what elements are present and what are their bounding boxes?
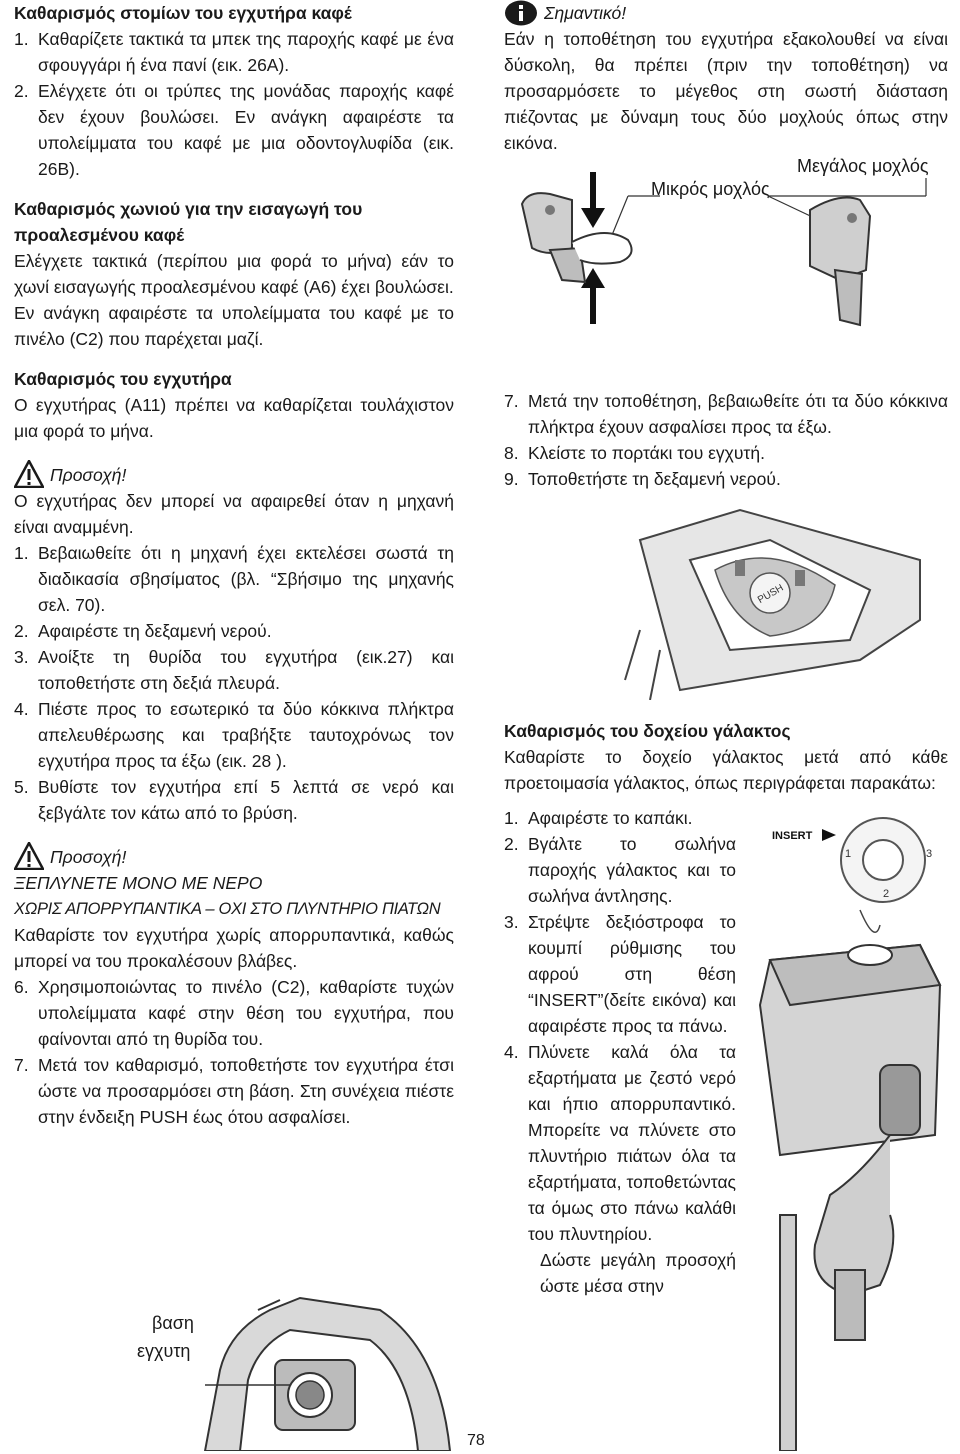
infuser-paragraph: Ο εγχυτήρας (A11) πρέπει να καθαρίζεται τουλάχιστον μια φορά το μήνα. xyxy=(14,395,454,441)
push-illustration xyxy=(620,500,940,700)
list-item: 9. Τοποθετήστε τη δεξαμενή νερού. xyxy=(504,469,781,489)
page-number: 78 xyxy=(467,1432,485,1449)
section-title-funnel-cleaning: Καθαρισμός χωνιού για την εισαγωγή του προαλεσμένου καφέ xyxy=(14,199,363,245)
list-item: 3. Στρέψτε δεξιόστροφα το κουμπί ρύθμισης του αφρού στη θέση “INSERT”(δείτε εικόνα) και αφαιρέστε προς τα πάνω. xyxy=(504,912,736,1036)
milk-steps xyxy=(504,805,736,1247)
warning-title: Προσοχή! xyxy=(50,465,127,485)
list-item: 2. Ελέγχετε ότι οι τρύπες της μονάδας παροχής καφέ δεν έχουν βουλώσει. Εν ανάγκη αφαιρέστε τα υπολείμματα του καφέ με μια οδοντογλυφίδα (εικ. 26B). xyxy=(14,81,454,179)
list-item: 7. Μετά την τοποθέτηση, βεβαιωθείτε ότι τα δύο κόκκινα πλήκτρα έχουν ασφαλίσει προς τα έξω. xyxy=(504,391,948,437)
figure-label-infuser: εγχυτη xyxy=(137,1341,191,1361)
list-item: 1. Βεβαιωθείτε ότι η μηχανή έχει εκτελέσει σωστά τη διαδικασία σβησίματος (βλ. “Σβήσιμο της μηχανής σελ. 70). xyxy=(14,543,454,615)
list-item: 4. Πλύνετε καλά όλα τα εξαρτήματα με ζεστό νερό και ήπιο απορρυπαντικό. Μπορείτε να πλύνετε στο πλυντήριο πιάτων όλα τα εξαρτήματα, τοποθετώντας τα όμως στο πάνω καλάθι του πλυντηρίου. xyxy=(504,1042,736,1244)
list-item: 4. Πιέστε προς το εσωτερικό τα δύο κόκκινα πλήκτρα απελευθέρωσης και τραβήξτε ταυτοχρόνως τον εγχυτήρα προς τα έξω (εικ. 28 ). xyxy=(14,699,454,771)
important-heading xyxy=(504,0,948,26)
important-text: Εάν η τοποθέτηση του εγχυτήρα εξακολουθεί να είναι δύσκολη, θα πρέπει (πριν την τοποθέτηση) να προσαρμόσετε το μέγεθος στη σωστή διάσταση πιέζοντας με δύναμη τους δύο μοχλούς όπως στην εικόνα. xyxy=(504,29,948,153)
knob-insert-label: INSERT xyxy=(772,830,813,842)
funnel-paragraph-1: Ελέγχετε τακτικά (περίπου μια φορά το μήνα) εάν το χωνί εισαγωγής προαλεσμένου καφέ (A6) έχει βουλώσει. xyxy=(14,251,454,297)
milk-section xyxy=(504,718,948,796)
list-item: 3. Ανοίξτε τη θυρίδα του εγχυτήρα (εικ.27) και τοποθετήστε στη δεξιά πλευρά. xyxy=(14,647,454,693)
list-item: 2. Βγάλτε το σωλήνα παροχής γάλακτος και το σωλήνα άντλησης. xyxy=(504,834,736,906)
warning-title: Προσοχή! xyxy=(50,847,127,867)
warning-triangle-icon xyxy=(14,460,44,488)
list-item: 7. Μετά τον καθαρισμό, τοποθετήστε τον εγχυτήρα έτσι ώστε να προσαρμόσει στη βάση. Στη συνέχεια πιέστε στην ένδειξη PUSH έως ότου ασφαλίσει. xyxy=(14,1055,454,1127)
right-steps-block xyxy=(504,388,948,492)
section-title-milk-container: Καθαρισμός του δοχείου γάλακτος xyxy=(504,721,791,741)
knob-position-1: 1 xyxy=(845,848,852,860)
knob-position-3: 3 xyxy=(926,848,933,860)
reinsert-steps xyxy=(504,388,948,492)
section-title-infuser-cleaning: Καθαρισμός του εγχυτήρα xyxy=(14,369,232,389)
milk-steps-block xyxy=(504,805,736,1299)
warning-caps-line-1: ΞΕΠΛΥΝΕΤΕ ΜΟΝΟ ΜΕ ΝΕΡΟ xyxy=(14,873,263,893)
push-label: PUSH xyxy=(755,582,786,607)
infuser-steps xyxy=(14,540,454,826)
info-icon xyxy=(504,0,538,26)
list-item: 8. Κλείστε το πορτάκι του εγχυτή. xyxy=(504,443,765,463)
right-column xyxy=(504,0,948,156)
warning-caps-line-2: ΧΩΡΙΣ ΑΠΟΡΡΥΠΑΝΤΙΚΑ – ΟΧΙ ΣΤΟ ΠΛΥΝΤΗΡΙΟ ΠΙΑΤΩΝ xyxy=(14,900,441,918)
warning-text: Ο εγχυτήρας δεν μπορεί να αφαιρεθεί όταν η μηχανή είναι αναμμένη. xyxy=(14,491,454,537)
list-item: 6. Χρησιμοποιώντας το πινέλο (C2), καθαρίστε τυχών υπολείμματα καφέ στην θέση του εγχυτήρα, που φαίνονται από τη θυρίδα του. xyxy=(14,977,454,1049)
label-small-lever: Μικρός μοχλός xyxy=(651,179,770,199)
warning-triangle-icon xyxy=(14,842,44,870)
label-big-lever: Μεγάλος μοχλός xyxy=(797,156,929,176)
left-column xyxy=(14,0,454,1130)
milk-final-text: Δώστε μεγάλη προσοχή ώστε μέσα στην xyxy=(540,1250,736,1296)
infuser-steps-2 xyxy=(14,974,454,1130)
lever-illustration xyxy=(510,170,950,385)
spout-steps xyxy=(14,26,454,182)
warning-heading-2 xyxy=(14,840,454,870)
figure-label-base: βαση xyxy=(152,1313,194,1333)
milk-container-illustration xyxy=(740,815,950,1451)
section-title-spout-cleaning: Καθαρισμός στομίων του εγχυτήρα καφέ xyxy=(14,3,352,23)
warning-text-2: Καθαρίστε τον εγχυτήρα χωρίς απορρυπαντικά, καθώς μπορεί να του προκαλέσουν βλάβες. xyxy=(14,925,454,971)
list-item: 1. Αφαιρέστε το καπάκι. xyxy=(504,808,693,828)
milk-intro: Καθαρίστε το δοχείο γάλακτος μετά από κάθε προετοιμασία γάλακτος, όπως περιγράφεται παρακάτω: xyxy=(504,747,948,793)
list-item: 1. Καθαρίζετε τακτικά τα μπεκ της παροχής καφέ με ένα σφουγγάρι ή ένα πανί (εικ. 26A). xyxy=(14,29,454,75)
insert-arrow-icon xyxy=(822,829,836,841)
warning-heading xyxy=(14,458,454,488)
list-item: 2. Αφαιρέστε τη δεξαμενή νερού. xyxy=(14,621,272,641)
funnel-paragraph-2: Εν ανάγκη αφαιρέστε τα υπολείμματα του καφέ με το πινέλο (C2) που παρέχεται μαζί. xyxy=(14,303,454,349)
knob-position-2: 2 xyxy=(883,888,890,900)
list-item: 5. Βυθίστε τον εγχυτήρα επί 5 λεπτά σε νερό και ξεβγάλτε τον κάτω από το βρύση. xyxy=(14,777,454,823)
infuser-base-illustration xyxy=(180,1290,460,1451)
important-title: Σημαντικό! xyxy=(544,3,627,23)
